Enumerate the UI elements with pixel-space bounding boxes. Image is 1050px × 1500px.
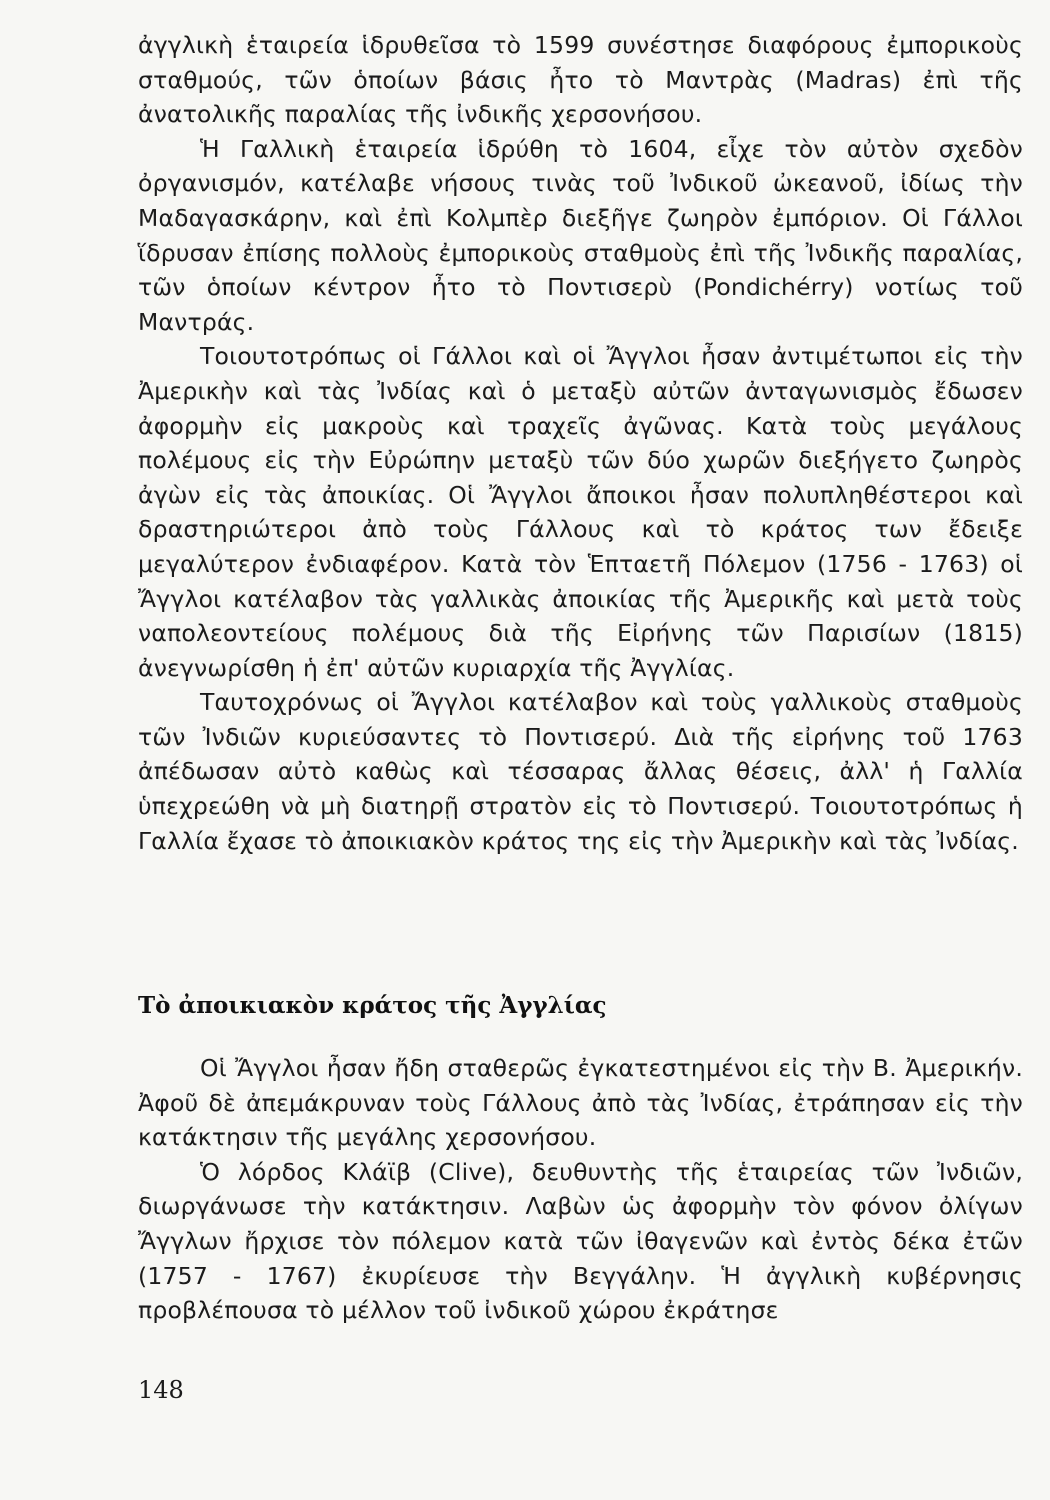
paragraph-2: Ἡ Γαλλικὴ ἑταιρεία ἱδρύθη τὸ 1604, εἶχε τὸν αὐτὸν σχεδὸν ὀργανισμόν, κατέλαβε νήσους τινὰς τοῦ Ἰνδικοῦ ὠκεανοῦ, ἰδίως τὴν Μαδαγασκάρην, καὶ ἐπὶ Κολμπὲρ διεξῆγε ζωηρὸν ἐμπόριον. Οἱ Γάλλοι ἵδρυσαν ἐπίσης πολλοὺς ἐμπορικοὺς σταθμοὺς ἐπὶ τῆς Ἰνδικῆς παραλίας, τῶν ὁποίων κέντρον ἦτο τὸ Ποντισερὺ (Pondichérry) νοτίως τοῦ Μαντράς. bbox=[138, 134, 1023, 336]
body-text-bottom bbox=[138, 1051, 1023, 1328]
paragraph-3: Τοιουτοτρόπως οἱ Γάλλοι καὶ οἱ Ἄγγλοι ἦσαν ἀντιμέτωποι εἰς τὴν Ἀμερικὴν καὶ τὰς Ἰνδίας καὶ ὁ μεταξὺ αὐτῶν ἀνταγωνισμὸς ἔδωσεν ἀφορμὴν εἰς μακροὺς καὶ τραχεῖς ἀγῶνας. Κατὰ τοὺς μεγάλους πολέμους εἰς τὴν Εὐρώπην μεταξὺ τῶν δύο χωρῶν διεξήγετο ζωηρὸς ἀγὼν εἰς τὰς ἀποικίας. Οἱ Ἄγγλοι ἄποικοι ἦσαν πολυπληθέστεροι καὶ δραστηριώτεροι ἀπὸ τοὺς Γάλλους καὶ τὸ κράτος των ἔδειξε μεγαλύτερον ἐνδιαφέρον. Κατὰ τὸν Ἑπταετῆ Πόλεμον (1756 - 1763) οἱ Ἄγγλοι κατέλαβον τὰς γαλλικὰς ἀποικίας τῆς Ἀμερικῆς καὶ μετὰ τοὺς ναπολεοντείους πολέμους διὰ τῆς Εἰρήνης τῶν Παρισίων (1815) ἀνεγνωρίσθη ἡ ἐπ' αὐτῶν κυριαρχία τῆς Ἀγγλίας. bbox=[138, 342, 1023, 682]
paragraph-6: Ὁ λόρδος Κλάϊβ (Clive), δευθυντὴς τῆς ἑταιρείας τῶν Ἰνδιῶν, διωργάνωσε τὴν κατάκτησιν. Λαβὼν ὡς ἀφορμὴν τὸν φόνον ὀλίγων Ἄγγλων ἤρχισε τὸν πόλεμον κατὰ τῶν ἰθαγενῶν καὶ ἐντὸς δέκα ἐτῶν (1757 - 1767) ἐκυρίευσε τὴν Βεγγάλην. Ἡ ἀγγλικὴ κυβέρνησις προβλέπουσα τὸ μέλλον τοῦ ἰνδικοῦ χώρου ἐκράτησε bbox=[138, 1157, 1023, 1325]
page-number: 148 bbox=[138, 1376, 184, 1404]
body-text-top bbox=[138, 28, 1023, 858]
section-heading: Τὸ ἀποικιακὸν κράτος τῆς Ἀγγλίας bbox=[138, 992, 607, 1019]
paragraph-5: Οἱ Ἄγγλοι ἦσαν ἤδη σταθερῶς ἐγκατεστημένοι εἰς τὴν Β. Ἀμερικήν. Ἀφοῦ δὲ ἀπεμάκρυναν τοὺς Γάλλους ἀπὸ τὰς Ἰνδίας, ἐτράπησαν εἰς τὴν κατάκτησιν τῆς μεγάλης χερσονήσου. bbox=[138, 1054, 1023, 1152]
paragraph-4: Ταυτοχρόνως οἱ Ἄγγλοι κατέλαβον καὶ τοὺς γαλλικοὺς σταθμοὺς τῶν Ἰνδιῶν κυριεύσαντες τὸ Ποντισερύ. Διὰ τῆς εἰρήνης τοῦ 1763 ἀπέδωσαν αὐτὸ καθὼς καὶ τέσσαρας ἄλλας θέσεις, ἀλλ' ἡ Γαλλία ὑπεχρεώθη νὰ μὴ διατηρῇ στρατὸν εἰς τὸ Ποντισερύ. Τοιουτοτρόπως ἡ Γαλλία ἔχασε τὸ ἀποικιακὸν κράτος της εἰς τὴν Ἀμερικὴν καὶ τὰς Ἰνδίας. bbox=[138, 688, 1023, 855]
paragraph-1: ἀγγλικὴ ἑταιρεία ἱδρυθεῖσα τὸ 1599 συνέστησε διαφόρους ἐμπορικοὺς σταθμούς, τῶν ὁποίων βάσις ἦτο τὸ Μαντρὰς (Madras) ἐπὶ τῆς ἀνατολικῆς παραλίας τῆς ἰνδικῆς χερσονήσου. bbox=[138, 31, 1023, 129]
